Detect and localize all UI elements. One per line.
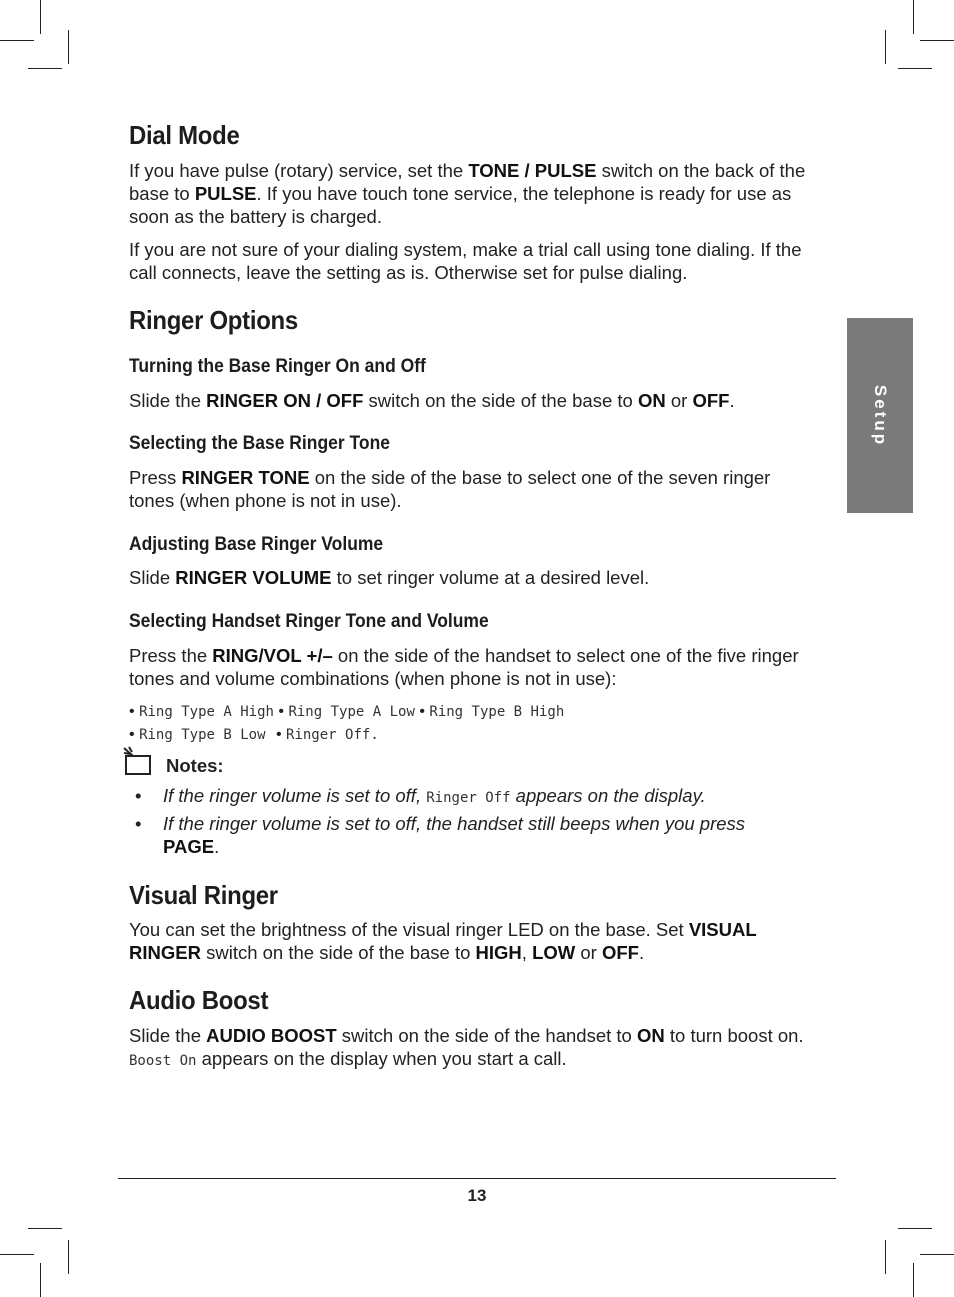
handset-ringer-heading: Selecting Handset Ringer Tone and Volume [129, 611, 489, 632]
crop-mark [28, 1228, 62, 1229]
ring-type-option: Ring Type A Low [288, 704, 415, 720]
base-ringer-on-off-heading: Turning the Base Ringer On and Off [129, 356, 426, 377]
crop-mark [68, 30, 69, 64]
crop-mark [898, 68, 932, 69]
text: Slide the [129, 1025, 207, 1046]
display-text: Boost On [129, 1053, 197, 1069]
notes-label: Notes: [166, 755, 224, 776]
note-pad-icon [123, 746, 157, 776]
base-ringer-on-off-text [129, 389, 809, 412]
crop-mark [885, 30, 886, 64]
text: . [638, 942, 645, 963]
bullet: • [278, 703, 284, 720]
text: . If you have touch tone service, the telephone is ready for use as soon as the battery is charged. [129, 183, 792, 227]
ring-vol-label: RING/VOL +/– [212, 645, 333, 666]
text: switch on the side of the handset to [336, 1025, 637, 1046]
text: switch on the side of the base to [363, 390, 638, 411]
visual-ringer-label: VISUAL RINGER [129, 919, 757, 963]
ringer-tone-label: RINGER TONE [181, 467, 310, 488]
ringer-volume-label: RINGER VOLUME [175, 567, 332, 588]
ringer-options-title: Ringer Options [129, 305, 298, 335]
ringer-options-list-line-2 [129, 723, 379, 747]
dial-mode-paragraph-1 [129, 159, 809, 228]
off-label: OFF [692, 390, 730, 411]
note-text [163, 812, 803, 858]
bullet: • [275, 726, 282, 743]
text: If the ringer volume is set to off, [163, 785, 427, 806]
ring-type-option: Ring Type B High [429, 704, 565, 720]
bullet: • [135, 785, 142, 806]
text: to turn boost on. [664, 1025, 804, 1046]
audio-boost-label: AUDIO BOOST [206, 1025, 337, 1046]
bullet: • [129, 726, 135, 743]
base-ringer-volume-heading: Adjusting Base Ringer Volume [129, 534, 384, 555]
tone-pulse-label: TONE / PULSE [468, 160, 597, 181]
crop-mark [913, 1263, 914, 1297]
text: or [665, 390, 693, 411]
crop-mark [920, 1254, 954, 1255]
text: Press [129, 467, 182, 488]
text: to set ringer volume at a desired level. [331, 567, 650, 588]
dial-mode-paragraph-2: If you are not sure of your dialing system, make a trial call using tone dialing. If the call connects, leave the setting as is. Otherwise set for pulse dialing. [129, 239, 802, 283]
text: or [575, 942, 602, 963]
base-ringer-volume-text [129, 566, 809, 589]
text: switch on the back of the base to [129, 160, 806, 204]
text: appears on the display when you start a call. [196, 1048, 567, 1069]
footer-divider [118, 1178, 836, 1179]
section-side-tab [847, 318, 913, 513]
crop-mark [40, 1263, 41, 1297]
crop-mark [898, 1228, 932, 1229]
text: appears on the display. [510, 785, 706, 806]
note-text [163, 784, 803, 810]
bullet: • [135, 813, 142, 834]
bullet: • [129, 703, 135, 720]
on-label: ON [636, 1025, 665, 1046]
note-item [129, 784, 809, 807]
crop-mark [920, 40, 954, 41]
pulse-label: PULSE [194, 183, 257, 204]
text: You can set the brightness of the visual ringer LED on the base. Set [129, 919, 689, 940]
ring-type-option: Ring Type A High [139, 704, 274, 720]
text: Slide the [129, 390, 207, 411]
ringer-on-off-label: RINGER ON / OFF [206, 390, 364, 411]
crop-mark [913, 0, 914, 34]
side-tab-label: Setup [871, 384, 890, 447]
dial-mode-title: Dial Mode [129, 120, 240, 150]
on-label: ON [637, 390, 666, 411]
low-label: LOW [532, 942, 576, 963]
bullet: • [419, 703, 425, 720]
text: , [521, 942, 533, 963]
crop-mark [0, 40, 34, 41]
base-ringer-tone-heading: Selecting the Base Ringer Tone [129, 433, 390, 454]
handset-ringer-text [129, 644, 809, 690]
page-label: PAGE [163, 836, 215, 857]
ring-type-option: Ringer Off [286, 727, 371, 743]
visual-ringer-title: Visual Ringer [129, 880, 278, 910]
text: . [214, 836, 220, 857]
crop-mark [885, 1240, 886, 1274]
crop-mark [28, 68, 62, 69]
visual-ringer-text [129, 918, 809, 964]
off-label: OFF [601, 942, 639, 963]
page-number: 13 [467, 1186, 487, 1205]
text: on the side of the base to select one of the seven ringer tones (when phone is not in use). [129, 467, 771, 511]
text: switch on the side of the base to [200, 942, 476, 963]
audio-boost-title: Audio Boost [129, 985, 269, 1015]
ringer-options-list-line-1 [129, 700, 564, 724]
text: Press the [129, 645, 213, 666]
audio-boost-text [129, 1024, 809, 1073]
ring-type-option: Ring Type B Low [139, 727, 266, 743]
high-label: HIGH [475, 942, 522, 963]
text: on the side of the handset to select one of the five ringer tones and volume combinations (when phone is not in use): [129, 645, 799, 689]
note-item [129, 812, 809, 858]
display-text: Ringer Off [426, 790, 511, 806]
text: If the ringer volume is set to off, the handset still beeps when you press [163, 813, 746, 834]
text: Slide [129, 567, 176, 588]
period: . [370, 727, 379, 743]
text: . [729, 390, 735, 411]
crop-mark [68, 1240, 69, 1274]
crop-mark [40, 0, 41, 34]
text: If you have pulse (rotary) service, set the [129, 160, 469, 181]
base-ringer-tone-text [129, 466, 809, 512]
crop-mark [0, 1254, 34, 1255]
